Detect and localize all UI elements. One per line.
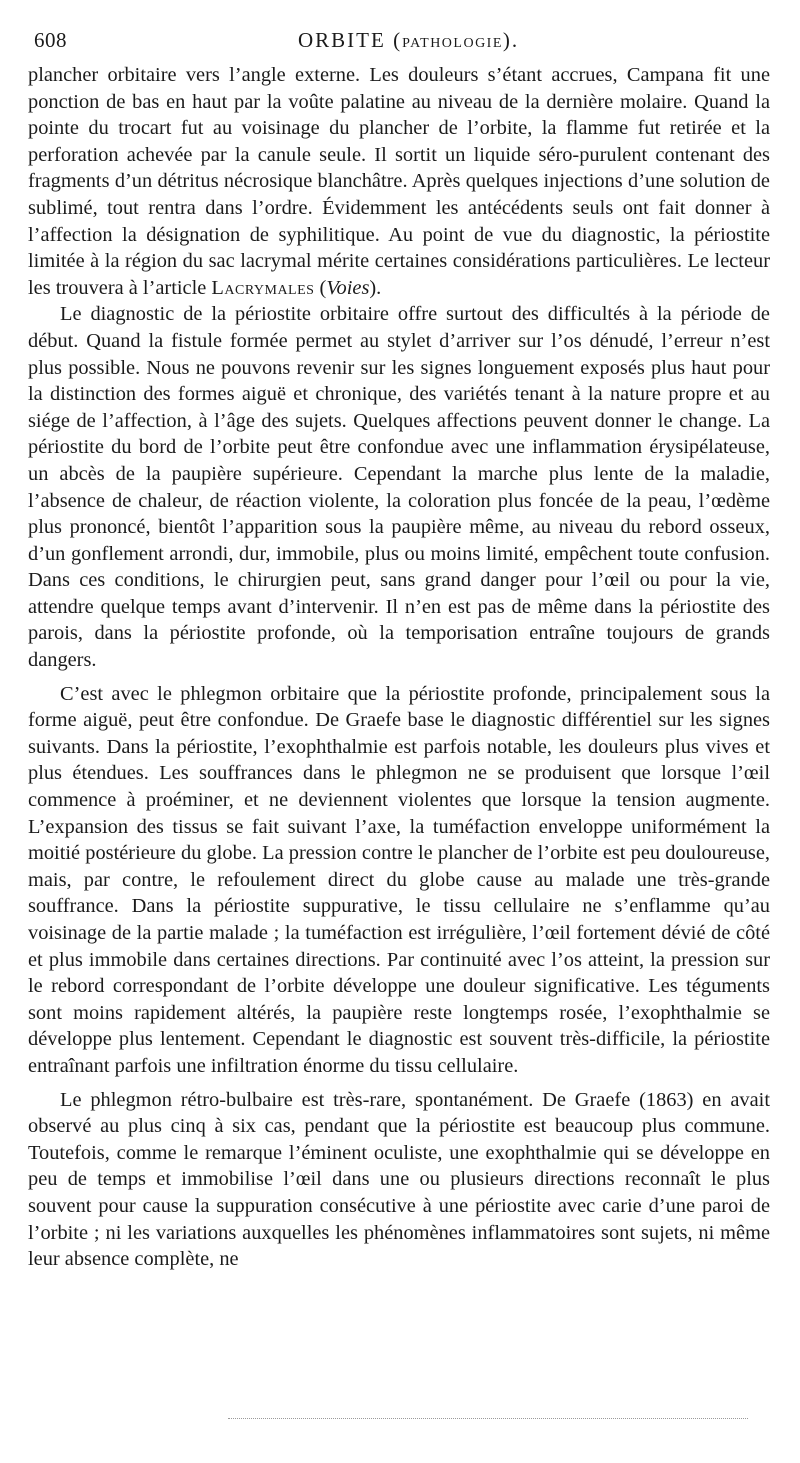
article-reference-italic: Voies [326,276,370,299]
paragraph-gap [28,1080,770,1087]
paragraph-1-sep: ( [314,276,327,299]
footer-rule [228,1418,748,1419]
page-number: 608 [34,28,67,52]
paragraph-phlegmon: C’est avec le phlegmon orbitaire que la périostite profonde, principalement sous la forme aiguë, peut être confondue. De Graefe base le diagnostic différentiel sur les signes suivants. Dans la périostite, l’exophthalmie est parfois notable, les douleurs plus vives et plus étendues. Les souffrances dans le phlegmon ne se produisent que lorsque l’œil commence à proéminer, et ne deviennent violentes que lorsque la tension augmente. L’expansion des tissus se fait suivant l’axe, la tuméfaction enveloppe uniformément la moitié postérieure du globe. La pression contre le plancher de l’orbite est peu douloureuse, mais, par contre, le refoulement direct du globe cause au malade une très-grande souffrance. Dans la périostite suppurative, le tissu cellulaire ne s’enflamme qu’au voisinage de la partie malade ; la tuméfaction est irrégulière, l’œil fortement dévié de côté et plus immobile dans certaines directions. Par continuité avec l’os atteint, la pression sur le rebord correspondant de l’orbite développe une douleur significative. Les téguments sont moins rapidement altérés, la paupière reste longtemps rosée, l’exophthalmie se développe plus lentement. Cependant le diagnostic est souvent très-difficile, la périostite entraînant parfois une infiltration énorme du tissu cellulaire. [28,682,770,1077]
article-reference: Lacrymales [211,276,315,299]
paragraph-continued [28,62,770,301]
running-head [28,22,770,56]
paragraph-1-end: ). [369,276,382,299]
paragraph-gap [28,674,770,681]
document-page [28,22,770,1273]
running-title-subtitle: PATHOLOGIE [402,36,503,51]
paragraph-diagnostic: Le diagnostic de la périostite orbitaire offre surtout des difficultés à la période de début. Quand la fistule formée permet au stylet d’arriver sur l’os dénudé, l’erreur n’est plus possible. Nous ne pouvons revenir sur les signes longuement exposés plus haut pour la distinction des formes aiguë et chronique, des variétés tenant à la nature propre et au siége de l’affection, à l’âge des sujets. Quelques affections peuvent donner le change. La périostite du bord de l’orbite peut être confondue avec une inflammation érysipélateuse, un abcès de la paupière supérieure. Cependant la marche plus lente de la maladie, l’absence de chaleur, de réaction violente, la coloration plus foncée de la peau, l’œdème plus prononcé, bientôt l’apparition sous la paupière même, au niveau du rebord osseux, d’un gonflement arrondi, dur, immobile, plus ou moins limité, empêchent toute confusion. Dans ces conditions, le chirurgien peut, sans grand danger pour l’œil ou pour la vie, attendre quelque temps avant d’intervenir. Il n’en est pas de même dans la périostite des parois, dans la périostite profonde, où la temporisation entraîne toujours de grands dangers. [28,303,770,672]
running-title-close: ). [502,28,520,52]
paragraph-1-text: plancher orbitaire vers l’angle externe. Les douleurs s’étant accrues, Campana fit une ponction de bas en haut par la voûte palatine au niveau de la dernière molaire. Quand la pointe du trocart fut au voisinage du plancher de l’orbite, la flamme fut retirée et la perforation achevée par la canule seule. Il sortit un liquide séro-purulent contenant des fragments d’un détritus nécrosique blanchâtre. Après quelques injections d’une solution de sublimé, tout rentra dans l’ordre. Évidemment les antécédents seuls ont fait donner à l’affection la désignation de syphilitique. Au point de vue du diagnostic, la périostite limitée à la région du sac lacrymal mérite certaines considérations particulières. Le lecteur les trouvera à l’article [28,64,770,299]
paragraph-retro-bulbaire: Le phlegmon rétro-bulbaire est très-rare, spontanément. De Graefe (1863) en avait observé au plus cinq à six cas, pendant que la périostite est beaucoup plus commune. Toutefois, comme le remarque l’éminent oculiste, une exophthalmie qui se développe en peu de temps et immobilise l’œil dans une ou plusieurs directions reconnaît le plus souvent pour cause la suppuration consécutive à une périostite avec carie d’une paroi de l’orbite ; ni les variations auxquelles les phénomènes inflammatoires sont sujets, ni même leur absence complète, ne [28,1088,770,1271]
running-title-main: ORBITE ( [298,28,403,52]
running-title [298,28,519,53]
body-text [28,62,770,1273]
